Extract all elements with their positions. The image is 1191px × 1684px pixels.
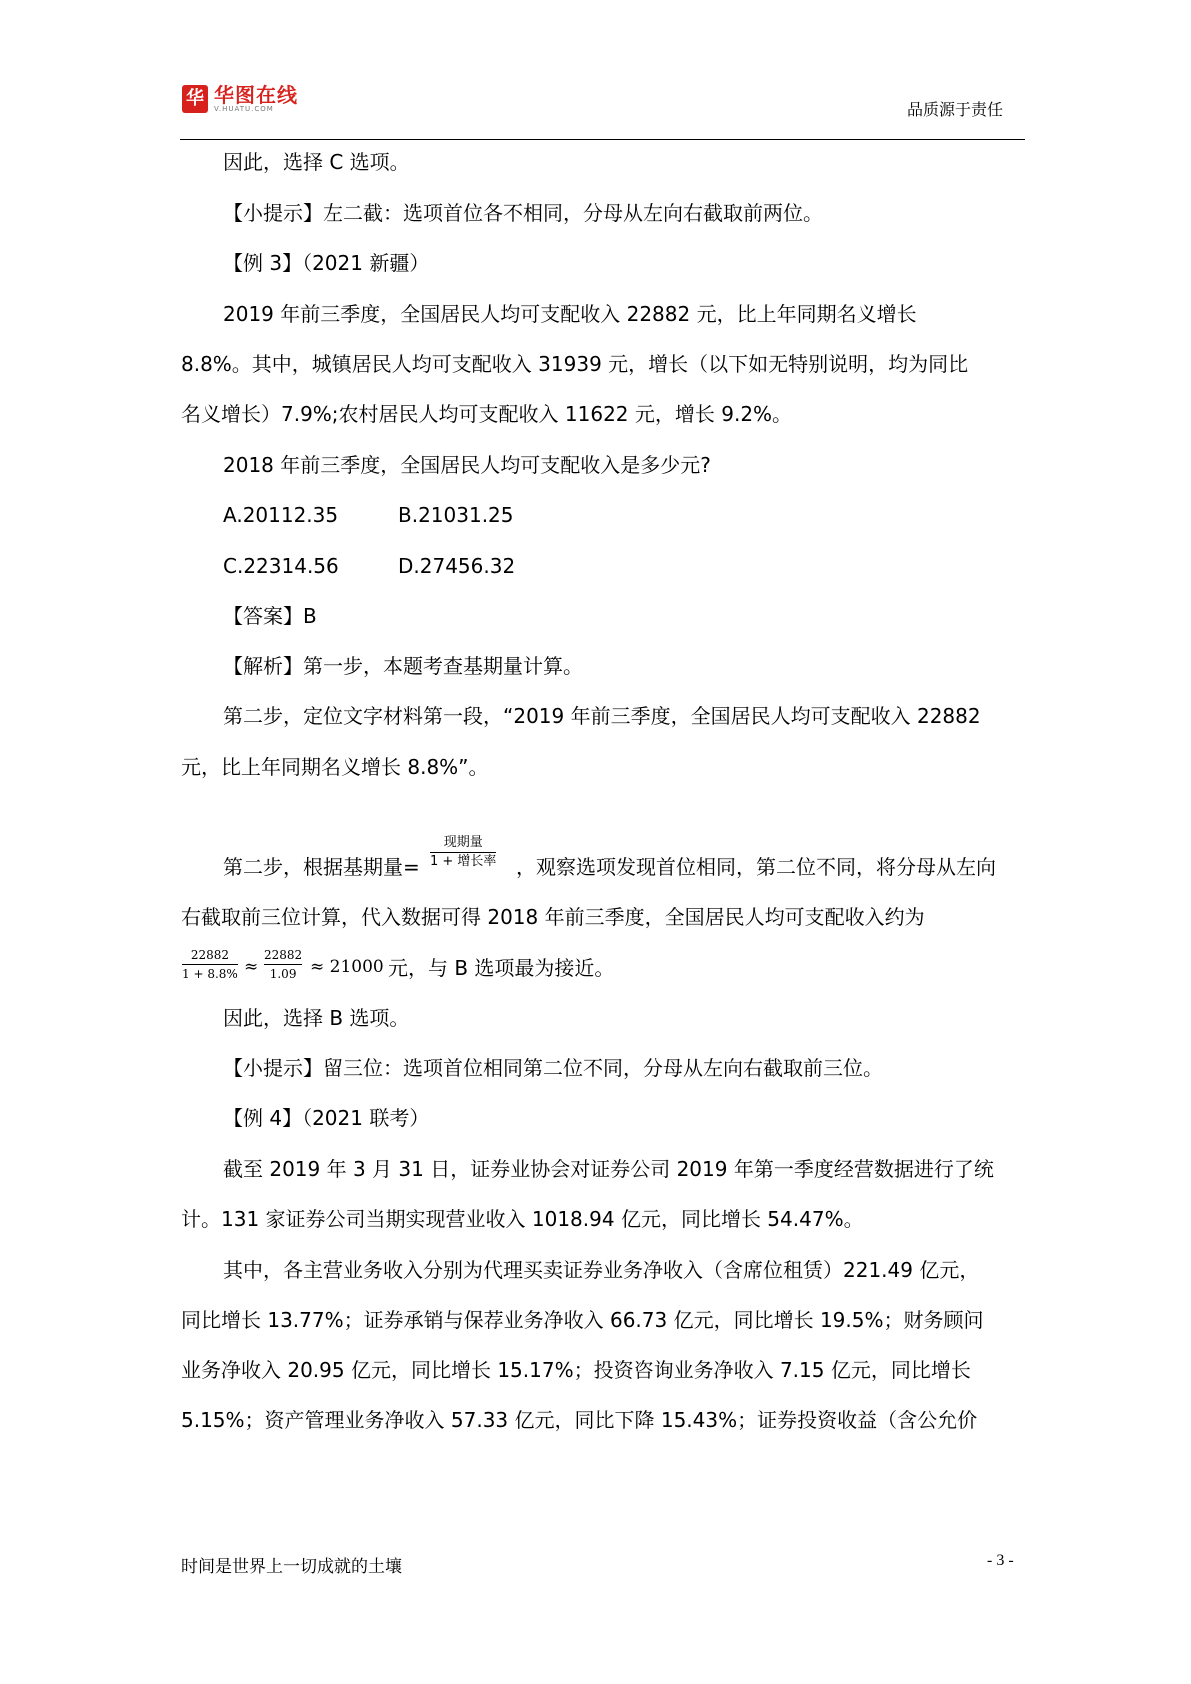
paragraph-line: ，观察选项发现首位相同，第二位不同，将分母从左向 bbox=[516, 855, 996, 879]
fraction-numerator: 现期量 bbox=[443, 835, 483, 850]
paragraph-line: 8.8%。其中，城镇居民人均可支配收入 31939 元，增长（以下如无特别说明，均为同比 bbox=[181, 352, 969, 376]
paragraph-line: 截至 2019 年 3 月 31 日，证券业协会对证券公司 2019 年第一季度经营数据进行了统 bbox=[223, 1157, 994, 1181]
fraction-bar bbox=[264, 964, 302, 965]
option-b: B.21031.25 bbox=[398, 503, 514, 527]
paragraph-line: 因此，选择 C 选项。 bbox=[223, 150, 410, 174]
fraction-denominator: 1.09 bbox=[269, 967, 297, 981]
paragraph-line: 元，与 B 选项最为接近。 bbox=[388, 956, 615, 980]
example-heading: 【例 4】（2021 联考） bbox=[223, 1106, 430, 1130]
logo-name: 华图在线 bbox=[214, 82, 298, 107]
option-a: A.20112.35 bbox=[223, 503, 339, 527]
question-line: 2018 年前三季度，全国居民人均可支配收入是多少元? bbox=[223, 453, 711, 477]
fraction-numerator: 22882 bbox=[264, 948, 303, 962]
logo-text bbox=[214, 82, 298, 114]
calc-fraction-2 bbox=[264, 948, 302, 981]
paragraph-line: 业务净收入 20.95 亿元，同比增长 15.17%；投资咨询业务净收入 7.15 亿元，同比增长 bbox=[181, 1358, 971, 1382]
tip-line: 【小提示】留三位：选项首位相同第二位不同，分母从左向右截取前三位。 bbox=[223, 1056, 883, 1080]
tip-line: 【小提示】左二截：选项首位各不相同，分母从左向右截取前两位。 bbox=[223, 201, 823, 225]
header-slogan: 品质源于责任 bbox=[906, 100, 1003, 119]
logo-url: V.HUATU.COM bbox=[214, 104, 274, 113]
fraction-bar bbox=[430, 852, 496, 853]
paragraph-line: 元，比上年同期名义增长 8.8%”。 bbox=[181, 755, 489, 779]
paragraph-line: 其中，各主营业务收入分别为代理买卖证券业务净收入（含席位租赁）221.49 亿元， bbox=[223, 1258, 980, 1282]
answer-line: 【答案】B bbox=[223, 604, 317, 628]
option-c: C.22314.56 bbox=[223, 554, 339, 578]
huatu-logo bbox=[182, 84, 298, 114]
base-formula-fraction bbox=[430, 836, 496, 869]
option-d: D.27456.32 bbox=[398, 554, 516, 578]
example-heading: 【例 3】（2021 新疆） bbox=[223, 251, 430, 275]
approx-sign: ≈ bbox=[244, 957, 259, 977]
analysis-line: 【解析】第一步，本题考查基期量计算。 bbox=[223, 654, 583, 678]
approx-result: ≈ 21000 bbox=[310, 957, 384, 977]
paragraph-line: 第二步，根据基期量= bbox=[223, 855, 420, 879]
calc-fraction-1 bbox=[182, 948, 238, 981]
paragraph-line: 因此，选择 B 选项。 bbox=[223, 1006, 410, 1030]
paragraph-line: 右截取前三位计算，代入数据可得 2018 年前三季度，全国居民人均可支配收入约为 bbox=[181, 905, 925, 929]
paragraph-line: 名义增长）7.9%;农村居民人均可支配收入 11622 元，增长 9.2%。 bbox=[181, 402, 793, 426]
footer-motto: 时间是世界上一切成就的土壤 bbox=[181, 1557, 402, 1577]
paragraph-line: 计。131 家证券公司当期实现营业收入 1018.94 亿元，同比增长 54.47%。 bbox=[181, 1207, 864, 1231]
page-number: - 3 - bbox=[987, 1552, 1014, 1569]
fraction-denominator: 1 + 8.8% bbox=[182, 967, 238, 981]
header-divider bbox=[180, 139, 1025, 140]
paragraph-line: 第二步，定位文字材料第一段，“2019 年前三季度，全国居民人均可支配收入 22882 bbox=[223, 704, 981, 728]
fraction-numerator: 22882 bbox=[190, 948, 229, 962]
paragraph-line: 5.15%；资产管理业务净收入 57.33 亿元，同比下降 15.43%；证券投资收益（含公允价 bbox=[181, 1408, 978, 1432]
fraction-bar bbox=[182, 964, 238, 965]
fraction-denominator: 1 + 增长率 bbox=[430, 854, 497, 869]
logo-mark-icon: 华 bbox=[182, 85, 208, 113]
paragraph-line: 2019 年前三季度，全国居民人均可支配收入 22882 元，比上年同期名义增长 bbox=[223, 302, 917, 326]
paragraph-line: 同比增长 13.77%；证券承销与保荐业务净收入 66.73 亿元，同比增长 19.5%；财务顾问 bbox=[181, 1308, 984, 1332]
